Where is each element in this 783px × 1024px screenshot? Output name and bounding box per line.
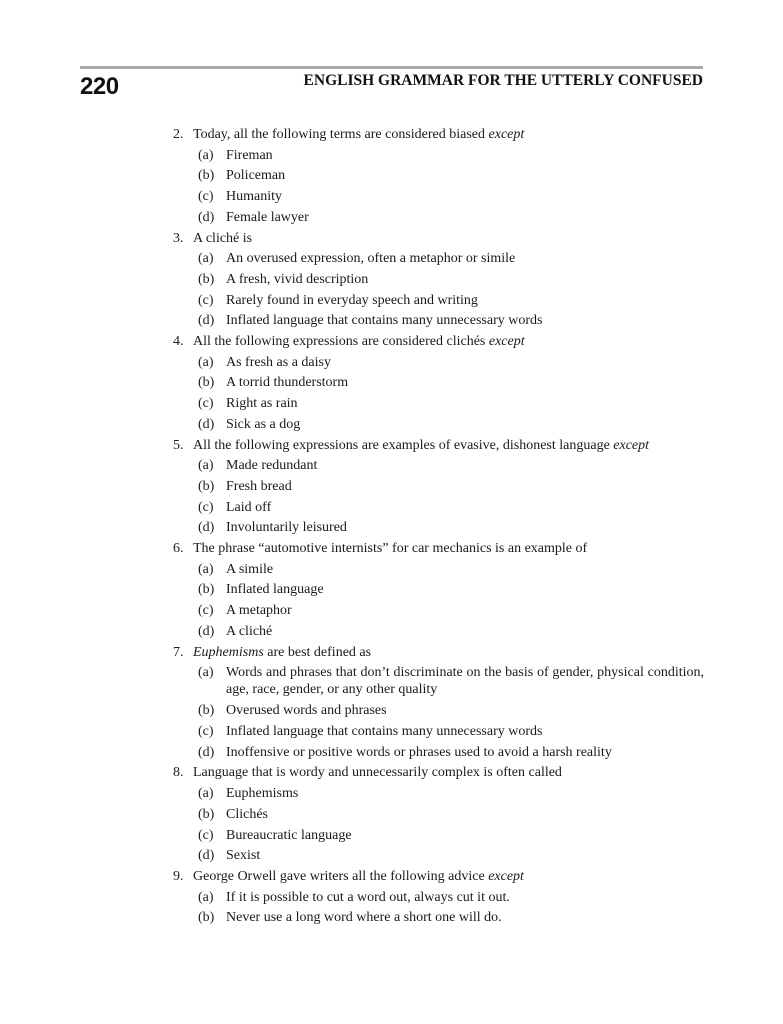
answer-option (173, 826, 704, 847)
option-text: Humanity (226, 189, 282, 205)
option-label: (b) (198, 271, 215, 287)
question-emphasis: except (613, 437, 650, 453)
answer-option (173, 784, 704, 805)
option-label: (d) (198, 848, 215, 864)
option-label: (a) (198, 458, 214, 474)
question-emphasis: except (488, 868, 524, 884)
page-number: 220 (80, 73, 119, 100)
option-label: (b) (198, 478, 215, 494)
option-text: An overused expression, often a metaphor or simile (226, 251, 516, 267)
option-text: A torrid thunderstorm (226, 375, 349, 391)
answer-option (173, 249, 704, 270)
running-title: ENGLISH GRAMMAR FOR THE UTTERLY CONFUSED (303, 72, 703, 89)
option-label: (b) (198, 806, 215, 822)
question-stem-end: are best defined as (263, 644, 372, 660)
option-label: (d) (198, 623, 215, 639)
question-number: 4. (173, 334, 184, 350)
option-label: (b) (198, 910, 215, 926)
answer-option (173, 187, 704, 208)
answer-option (173, 908, 704, 929)
answer-option (173, 580, 704, 601)
option-text: Made redundant (226, 458, 318, 474)
option-text: Fresh bread (226, 478, 292, 494)
question-emphasis: except (488, 334, 525, 350)
question-item (173, 763, 704, 784)
question-number: 6. (173, 541, 184, 557)
question-text (193, 125, 704, 146)
option-label: (d) (198, 744, 215, 760)
option-text: Clichés (226, 806, 268, 822)
option-text: Inflated language that contains many unnecessary words (226, 723, 543, 739)
option-label: (c) (198, 189, 214, 205)
option-text: Inflated language that contains many unnecessary words (226, 313, 543, 329)
answer-option (173, 270, 704, 291)
option-text: A metaphor (226, 603, 292, 619)
answer-option (173, 622, 704, 643)
option-label: (d) (198, 313, 215, 329)
question-text (193, 332, 704, 353)
answer-option (173, 353, 704, 374)
question-stem: Today, all the following terms are considered biased (193, 127, 489, 142)
answer-option (173, 311, 704, 332)
option-text: If it is possible to cut a word out, always cut it out. (226, 889, 510, 905)
option-label: (d) (198, 209, 215, 225)
option-label: (a) (198, 354, 214, 370)
answer-option (173, 722, 704, 743)
option-label: (a) (198, 561, 214, 577)
option-label: (d) (198, 416, 215, 432)
option-label: (a) (198, 251, 214, 267)
option-text: Involuntarily leisured (226, 520, 347, 536)
option-text: Sexist (226, 848, 261, 864)
answer-option (173, 601, 704, 622)
question-number: 2. (173, 127, 184, 142)
question-item (173, 332, 704, 353)
option-label: (c) (198, 396, 214, 412)
question-item (173, 539, 704, 560)
question-text (193, 763, 704, 784)
option-text: Female lawyer (226, 209, 309, 225)
question-emphasis: except (488, 127, 525, 142)
option-text: Sick as a dog (226, 416, 301, 432)
answer-option (173, 477, 704, 498)
question-stem: All the following expressions are considered clichés (193, 334, 489, 350)
option-label: (c) (198, 827, 214, 843)
answer-option (173, 146, 704, 167)
answer-option (173, 373, 704, 394)
option-label: (b) (198, 582, 215, 598)
question-number: 8. (173, 765, 184, 781)
option-text: Overused words and phrases (226, 703, 387, 719)
option-label: (d) (198, 520, 215, 536)
option-label: (c) (198, 603, 214, 619)
option-text: A fresh, vivid description (226, 271, 369, 287)
option-label: (b) (198, 375, 215, 391)
question-stem: George Orwell gave writers all the following advice (193, 868, 489, 884)
answer-option (173, 394, 704, 415)
answer-option (173, 415, 704, 436)
option-text: A cliché (226, 623, 273, 639)
option-label: (a) (198, 147, 214, 163)
answer-option (173, 560, 704, 581)
option-label: (c) (198, 292, 214, 308)
option-label: (c) (198, 499, 214, 515)
option-text: Rarely found in everyday speech and writing (226, 292, 478, 308)
answer-option (173, 743, 704, 764)
answer-option (173, 208, 704, 229)
answer-option (173, 456, 704, 477)
question-item (173, 867, 704, 888)
option-text: As fresh as a daisy (226, 354, 331, 370)
answer-option (173, 888, 704, 909)
option-text: Euphemisms (226, 786, 299, 802)
question-item (173, 229, 704, 250)
question-stem: The phrase “automotive internists” for car mechanics is an example of (193, 541, 588, 557)
option-text: Never use a long word where a short one will do. (226, 910, 502, 926)
question-item (173, 125, 704, 146)
option-text: Right as rain (226, 396, 298, 412)
option-text: Inoffensive or positive words or phrases used to avoid a harsh reality (226, 744, 612, 760)
option-label: (a) (198, 889, 214, 905)
question-emphasis: Euphemisms (193, 644, 264, 660)
option-label: (a) (198, 665, 214, 681)
answer-option (173, 166, 704, 187)
question-item (173, 643, 704, 664)
question-item (173, 436, 704, 457)
answer-option (173, 663, 704, 701)
question-number: 5. (173, 437, 184, 453)
question-number: 3. (173, 230, 184, 246)
question-text (193, 539, 704, 560)
option-text: Policeman (226, 168, 286, 184)
option-text: A simile (226, 561, 274, 577)
question-text (193, 229, 704, 250)
option-text: Words and phrases that don’t discriminate on the basis of gender, physical condition, age, race, gender, or any other quality (226, 665, 704, 698)
option-text: Fireman (226, 147, 273, 163)
question-stem: A cliché is (193, 230, 253, 246)
question-text (193, 643, 704, 664)
question-stem: Language that is wordy and unnecessarily complex is often called (193, 765, 562, 781)
option-label: (b) (198, 168, 215, 184)
question-text (193, 867, 704, 888)
option-label: (a) (198, 786, 214, 802)
question-stem: All the following expressions are examples of evasive, dishonest language (193, 437, 614, 453)
question-number: 7. (173, 644, 184, 660)
answer-option (173, 846, 704, 867)
answer-option (173, 291, 704, 312)
question-text (193, 436, 704, 457)
answer-option (173, 805, 704, 826)
answer-option (173, 518, 704, 539)
option-text: Inflated language (226, 582, 324, 598)
answer-option (173, 701, 704, 722)
option-text: Laid off (226, 499, 272, 515)
header-rule (80, 66, 703, 69)
question-list (173, 125, 704, 929)
question-number: 9. (173, 868, 184, 884)
option-label: (c) (198, 723, 214, 739)
answer-option (173, 498, 704, 519)
option-label: (b) (198, 703, 215, 719)
option-text: Bureaucratic language (226, 827, 352, 843)
